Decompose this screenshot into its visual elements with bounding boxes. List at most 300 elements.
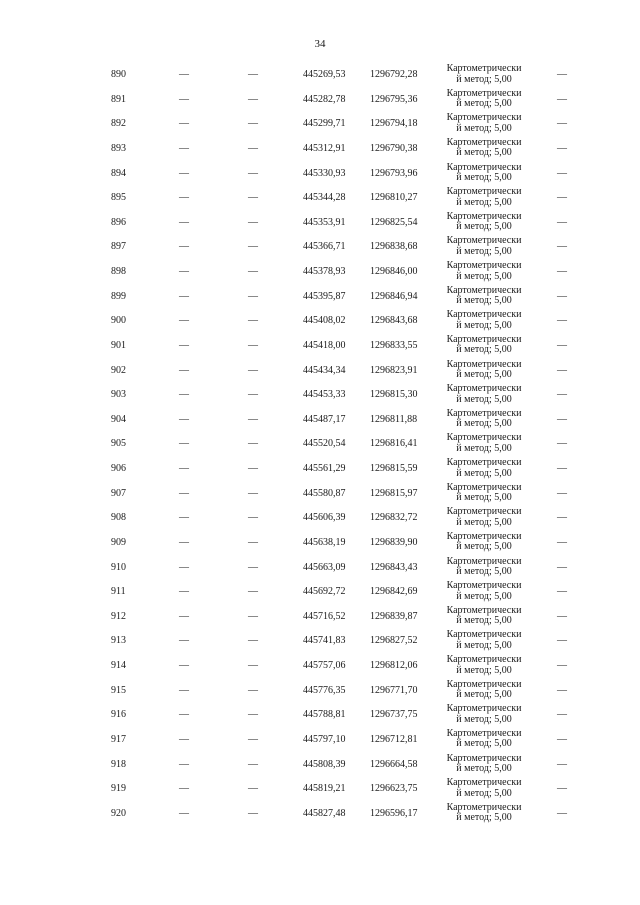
method-line-2: й метод; 5,00: [456, 738, 512, 750]
point-number-cell: 903: [111, 389, 126, 401]
point-number-cell: 920: [111, 807, 126, 819]
method-cell: [436, 458, 532, 479]
method-line-1: Картометрически: [446, 260, 522, 271]
table-row: [0, 358, 640, 383]
table-row: [0, 111, 640, 136]
coordinate-x-cell: 445741,83: [303, 635, 346, 647]
coordinate-y-cell: 1296815,30: [370, 389, 418, 401]
method-line-1: Картометрически: [446, 407, 522, 419]
coordinate-x-cell: 445757,06: [303, 660, 346, 671]
dash-cell: —: [248, 241, 258, 253]
method-line-1: Картометрически: [446, 555, 522, 567]
coordinate-y-cell: 1296794,18: [370, 118, 418, 130]
dash-cell: —: [248, 118, 258, 130]
dash-cell: —: [557, 315, 567, 327]
dash-cell: —: [248, 463, 258, 474]
method-line-2: й метод; 5,00: [456, 221, 512, 233]
method-line-2: й метод; 5,00: [456, 713, 512, 725]
coordinate-x-cell: 445353,91: [303, 216, 346, 228]
dash-cell: —: [248, 783, 258, 795]
point-number-cell: 910: [111, 561, 126, 573]
method-cell: [436, 310, 532, 331]
dash-cell: —: [557, 684, 567, 696]
point-number-cell: 901: [111, 339, 126, 351]
dash-cell: —: [557, 142, 567, 154]
coordinate-x-cell: 445282,78: [303, 93, 346, 105]
method-line-1: Картометрически: [446, 457, 522, 468]
dash-cell: —: [179, 93, 189, 105]
method-line-2: й метод; 5,00: [456, 270, 512, 282]
dash-cell: —: [557, 709, 567, 721]
method-line-1: Картометрически: [446, 235, 522, 247]
point-number-cell: 898: [111, 266, 126, 277]
coordinate-y-cell: 1296664,58: [370, 758, 418, 770]
method-line-2: й метод; 5,00: [456, 172, 512, 183]
method-cell: [436, 704, 532, 725]
dash-cell: —: [557, 783, 567, 795]
coordinate-x-cell: 445299,71: [303, 118, 346, 130]
dash-cell: —: [179, 512, 189, 524]
dash-cell: —: [248, 561, 258, 573]
dash-cell: —: [179, 635, 189, 647]
method-cell: [436, 89, 532, 110]
coordinate-x-cell: 445378,93: [303, 266, 346, 277]
method-line-1: Картометрически: [446, 161, 522, 173]
method-cell: [436, 212, 532, 233]
dash-cell: —: [248, 536, 258, 548]
point-number-cell: 892: [111, 118, 126, 130]
dash-cell: —: [557, 512, 567, 524]
method-line-1: Картометрически: [446, 727, 522, 739]
table-row: [0, 678, 640, 703]
dash-cell: —: [248, 290, 258, 302]
method-cell: [436, 507, 532, 528]
point-number-cell: 916: [111, 709, 126, 721]
point-number-cell: 902: [111, 364, 126, 376]
dash-cell: —: [248, 93, 258, 105]
table-row: [0, 628, 640, 653]
dash-cell: —: [557, 192, 567, 204]
method-cell: [436, 286, 532, 307]
method-line-2: й метод; 5,00: [456, 664, 512, 676]
coordinate-y-cell: 1296816,41: [370, 438, 418, 450]
coordinate-x-cell: 445606,39: [303, 512, 346, 524]
method-line-2: й метод; 5,00: [456, 122, 512, 134]
dash-cell: —: [557, 487, 567, 499]
dash-cell: —: [179, 216, 189, 228]
coordinate-x-cell: 445819,21: [303, 783, 346, 795]
dash-cell: —: [557, 807, 567, 819]
dash-cell: —: [179, 783, 189, 795]
dash-cell: —: [557, 241, 567, 253]
point-number-cell: 908: [111, 512, 126, 524]
coordinate-x-cell: 445330,93: [303, 167, 346, 179]
dash-cell: —: [557, 93, 567, 105]
coordinate-x-cell: 445716,52: [303, 610, 346, 622]
dash-cell: —: [557, 463, 567, 474]
dash-cell: —: [557, 536, 567, 548]
method-cell: [436, 729, 532, 750]
table-row: [0, 456, 640, 481]
coordinate-x-cell: 445692,72: [303, 586, 346, 598]
point-number-cell: 919: [111, 783, 126, 795]
coordinate-x-cell: 445395,87: [303, 290, 346, 302]
dash-cell: —: [179, 733, 189, 745]
dash-cell: —: [557, 266, 567, 277]
point-number-cell: 917: [111, 733, 126, 745]
dash-cell: —: [557, 69, 567, 80]
dash-cell: —: [248, 660, 258, 671]
point-number-cell: 899: [111, 290, 126, 302]
method-line-1: Картометрически: [446, 506, 522, 518]
dash-cell: —: [248, 438, 258, 450]
coordinate-y-cell: 1296843,68: [370, 315, 418, 327]
method-cell: [436, 64, 532, 85]
dash-cell: —: [557, 610, 567, 622]
dash-cell: —: [179, 684, 189, 696]
method-line-1: Картометрически: [446, 801, 522, 813]
method-line-2: й метод; 5,00: [456, 787, 512, 799]
dash-cell: —: [557, 216, 567, 228]
coordinate-y-cell: 1296833,55: [370, 339, 418, 351]
table-row: [0, 727, 640, 752]
coordinate-y-cell: 1296810,27: [370, 192, 418, 204]
coordinate-y-cell: 1296839,90: [370, 536, 418, 548]
dash-cell: —: [557, 758, 567, 770]
coordinate-y-cell: 1296792,28: [370, 69, 418, 80]
coordinate-x-cell: 445366,71: [303, 241, 346, 253]
table-row: [0, 579, 640, 604]
method-line-2: й метод; 5,00: [456, 689, 512, 701]
table-row: [0, 136, 640, 161]
dash-cell: —: [248, 339, 258, 351]
coordinate-x-cell: 445788,81: [303, 709, 346, 721]
method-line-1: Картометрически: [446, 186, 522, 198]
method-line-1: Картометрически: [446, 678, 522, 690]
coordinate-y-cell: 1296825,54: [370, 216, 418, 228]
method-cell: [436, 335, 532, 356]
dash-cell: —: [248, 487, 258, 499]
coordinate-y-cell: 1296737,75: [370, 709, 418, 721]
coordinate-y-cell: 1296815,97: [370, 487, 418, 499]
method-line-1: Картометрически: [446, 629, 522, 641]
method-line-2: й метод; 5,00: [456, 418, 512, 430]
method-line-2: й метод; 5,00: [456, 516, 512, 528]
method-line-2: й метод; 5,00: [456, 73, 512, 85]
dash-cell: —: [179, 389, 189, 401]
dash-cell: —: [557, 167, 567, 179]
dash-cell: —: [557, 635, 567, 647]
table-row: [0, 801, 640, 826]
dash-cell: —: [179, 758, 189, 770]
coordinate-y-cell: 1296812,06: [370, 660, 418, 671]
method-line-1: Картометрически: [446, 63, 522, 74]
dash-cell: —: [248, 512, 258, 524]
method-line-1: Картометрически: [446, 703, 522, 715]
dash-cell: —: [248, 758, 258, 770]
coordinate-x-cell: 445418,00: [303, 339, 346, 351]
point-number-cell: 904: [111, 413, 126, 425]
dash-cell: —: [557, 364, 567, 376]
method-line-2: й метод; 5,00: [456, 442, 512, 454]
coordinate-y-cell: 1296846,94: [370, 290, 418, 302]
dash-cell: —: [557, 339, 567, 351]
coordinate-y-cell: 1296793,96: [370, 167, 418, 179]
method-line-1: Картометрически: [446, 210, 522, 222]
coordinate-x-cell: 445827,48: [303, 807, 346, 819]
coordinate-x-cell: 445580,87: [303, 487, 346, 499]
dash-cell: —: [557, 438, 567, 450]
dash-cell: —: [179, 438, 189, 450]
method-cell: [436, 261, 532, 282]
dash-cell: —: [248, 216, 258, 228]
method-line-1: Картометрически: [446, 383, 522, 395]
method-line-1: Картометрически: [446, 654, 522, 665]
point-number-cell: 914: [111, 660, 126, 671]
table-row: [0, 776, 640, 801]
dash-cell: —: [179, 536, 189, 548]
dash-cell: —: [248, 733, 258, 745]
dash-cell: —: [248, 807, 258, 819]
coordinate-y-cell: 1296823,91: [370, 364, 418, 376]
coordinate-y-cell: 1296843,43: [370, 561, 418, 573]
method-cell: [436, 803, 532, 824]
point-number-cell: 905: [111, 438, 126, 450]
dash-cell: —: [557, 660, 567, 671]
method-line-1: Картометрически: [446, 309, 522, 321]
coordinate-x-cell: 445638,19: [303, 536, 346, 548]
dash-cell: —: [248, 364, 258, 376]
method-cell: [436, 113, 532, 134]
coordinate-y-cell: 1296795,36: [370, 93, 418, 105]
method-cell: [436, 483, 532, 504]
dash-cell: —: [179, 142, 189, 154]
coordinate-x-cell: 445344,28: [303, 192, 346, 204]
table-row: [0, 481, 640, 506]
dash-cell: —: [248, 413, 258, 425]
dash-cell: —: [248, 684, 258, 696]
table-row: [0, 259, 640, 284]
method-cell: [436, 754, 532, 775]
method-cell: [436, 532, 532, 553]
dash-cell: —: [179, 167, 189, 179]
table-row: [0, 210, 640, 235]
method-line-1: Картометрически: [446, 530, 522, 542]
method-line-1: Картометрически: [446, 432, 522, 444]
point-number-cell: 893: [111, 142, 126, 154]
dash-cell: —: [179, 610, 189, 622]
table-row: [0, 407, 640, 432]
table-row: [0, 653, 640, 678]
method-cell: [436, 236, 532, 257]
table-row: [0, 333, 640, 358]
dash-cell: —: [557, 290, 567, 302]
coordinate-y-cell: 1296811,88: [370, 413, 418, 425]
method-line-1: Картометрически: [446, 284, 522, 296]
coordinate-x-cell: 445312,91: [303, 142, 346, 154]
dash-cell: —: [179, 586, 189, 598]
coordinate-y-cell: 1296838,68: [370, 241, 418, 253]
coordinate-x-cell: 445434,34: [303, 364, 346, 376]
dash-cell: —: [179, 339, 189, 351]
table-row: [0, 382, 640, 407]
point-number-cell: 906: [111, 463, 126, 474]
method-line-1: Картометрически: [446, 604, 522, 616]
dash-cell: —: [179, 266, 189, 277]
method-line-2: й метод; 5,00: [456, 196, 512, 208]
dash-cell: —: [179, 192, 189, 204]
coordinate-x-cell: 445520,54: [303, 438, 346, 450]
coordinate-x-cell: 445797,10: [303, 733, 346, 745]
coordinate-y-cell: 1296842,69: [370, 586, 418, 598]
dash-cell: —: [557, 586, 567, 598]
method-cell: [436, 778, 532, 799]
table-row: [0, 505, 640, 530]
coordinate-y-cell: 1296839,87: [370, 610, 418, 622]
coordinate-y-cell: 1296846,00: [370, 266, 418, 277]
method-cell: [436, 606, 532, 627]
method-line-2: й метод; 5,00: [456, 566, 512, 577]
coordinate-x-cell: 445487,17: [303, 413, 346, 425]
dash-cell: —: [248, 709, 258, 721]
point-number-cell: 900: [111, 315, 126, 327]
method-cell: [436, 409, 532, 430]
method-line-2: й метод; 5,00: [456, 541, 512, 553]
dash-cell: —: [248, 586, 258, 598]
method-cell: [436, 655, 532, 676]
dash-cell: —: [557, 413, 567, 425]
table-row: [0, 284, 640, 309]
dash-cell: —: [248, 266, 258, 277]
coordinate-y-cell: 1296623,75: [370, 783, 418, 795]
table-row: [0, 308, 640, 333]
dash-cell: —: [179, 241, 189, 253]
method-cell: [436, 163, 532, 184]
point-number-cell: 895: [111, 192, 126, 204]
method-line-2: й метод; 5,00: [456, 245, 512, 257]
coordinate-x-cell: 445269,53: [303, 69, 346, 80]
point-number-cell: 913: [111, 635, 126, 647]
point-number-cell: 897: [111, 241, 126, 253]
method-line-2: й метод; 5,00: [456, 295, 512, 307]
method-line-1: Картометрически: [446, 112, 522, 124]
method-line-1: Картометрически: [446, 481, 522, 493]
method-cell: [436, 138, 532, 159]
table-row: [0, 161, 640, 186]
table-row: [0, 62, 640, 87]
coordinate-x-cell: 445776,35: [303, 684, 346, 696]
dash-cell: —: [179, 290, 189, 302]
coordinate-x-cell: 445663,09: [303, 561, 346, 573]
dash-cell: —: [179, 807, 189, 819]
dash-cell: —: [179, 118, 189, 130]
method-line-1: Картометрически: [446, 777, 522, 789]
point-number-cell: 912: [111, 610, 126, 622]
method-line-1: Картометрически: [446, 87, 522, 99]
dash-cell: —: [248, 167, 258, 179]
method-cell: [436, 557, 532, 578]
coordinate-y-cell: 1296596,17: [370, 807, 418, 819]
method-line-1: Картометрически: [446, 333, 522, 345]
dash-cell: —: [179, 315, 189, 327]
dash-cell: —: [179, 487, 189, 499]
coordinate-x-cell: 445561,29: [303, 463, 346, 474]
dash-cell: —: [179, 69, 189, 80]
method-cell: [436, 680, 532, 701]
method-line-2: й метод; 5,00: [456, 319, 512, 331]
method-line-1: Картометрически: [446, 752, 522, 764]
table-row: [0, 234, 640, 259]
method-line-2: й метод; 5,00: [456, 467, 512, 479]
method-line-2: й метод; 5,00: [456, 344, 512, 356]
table-row: [0, 185, 640, 210]
point-number-cell: 891: [111, 93, 126, 105]
point-number-cell: 894: [111, 167, 126, 179]
method-cell: [436, 187, 532, 208]
coordinate-x-cell: 445453,33: [303, 389, 346, 401]
dash-cell: —: [248, 192, 258, 204]
table-row: [0, 530, 640, 555]
coordinate-y-cell: 1296832,72: [370, 512, 418, 524]
table-row: [0, 752, 640, 777]
coordinate-y-cell: 1296827,52: [370, 635, 418, 647]
method-line-1: Картометрически: [446, 136, 522, 148]
dash-cell: —: [179, 660, 189, 671]
point-number-cell: 918: [111, 758, 126, 770]
dash-cell: —: [248, 389, 258, 401]
table-row: [0, 87, 640, 112]
dash-cell: —: [179, 709, 189, 721]
dash-cell: —: [248, 635, 258, 647]
method-line-2: й метод; 5,00: [456, 812, 512, 824]
coordinate-y-cell: 1296771,70: [370, 684, 418, 696]
coordinate-y-cell: 1296815,59: [370, 463, 418, 474]
coordinate-y-cell: 1296790,38: [370, 142, 418, 154]
method-line-1: Картометрически: [446, 358, 522, 370]
method-cell: [436, 433, 532, 454]
method-line-2: й метод; 5,00: [456, 492, 512, 504]
dash-cell: —: [179, 561, 189, 573]
point-number-cell: 896: [111, 216, 126, 228]
dash-cell: —: [179, 413, 189, 425]
dash-cell: —: [557, 733, 567, 745]
coordinate-x-cell: 445408,02: [303, 315, 346, 327]
method-line-2: й метод; 5,00: [456, 393, 512, 405]
method-line-2: й метод; 5,00: [456, 763, 512, 774]
dash-cell: —: [248, 315, 258, 327]
dash-cell: —: [557, 561, 567, 573]
dash-cell: —: [557, 389, 567, 401]
method-line-2: й метод; 5,00: [456, 369, 512, 380]
dash-cell: —: [557, 118, 567, 130]
method-line-2: й метод; 5,00: [456, 98, 512, 110]
table-row: [0, 555, 640, 580]
point-number-cell: 915: [111, 684, 126, 696]
point-number-cell: 911: [111, 586, 126, 598]
coordinate-y-cell: 1296712,81: [370, 733, 418, 745]
table-row: [0, 604, 640, 629]
page-number: 34: [314, 38, 326, 50]
dash-cell: —: [248, 69, 258, 80]
method-line-2: й метод; 5,00: [456, 590, 512, 602]
dash-cell: —: [248, 610, 258, 622]
table-row: [0, 431, 640, 456]
point-number-cell: 890: [111, 69, 126, 80]
point-number-cell: 907: [111, 487, 126, 499]
coordinate-x-cell: 445808,39: [303, 758, 346, 770]
method-cell: [436, 360, 532, 381]
dash-cell: —: [179, 463, 189, 474]
